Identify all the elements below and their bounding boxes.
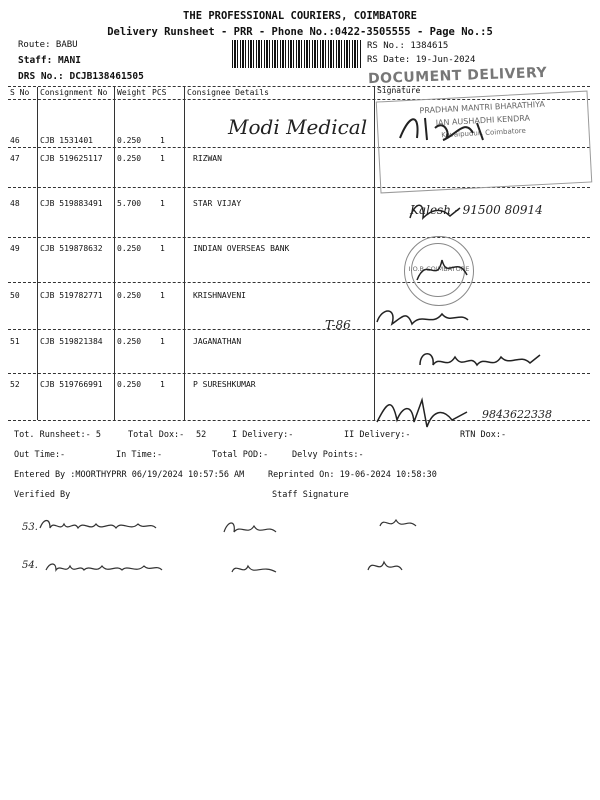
handwritten-note-50: T-86 — [325, 318, 351, 332]
rs-date: RS Date: 19-Jun-2024 — [367, 55, 476, 65]
drs-number: DRS No.: DCJB138461505 — [18, 71, 144, 82]
row-sno: 47 — [10, 154, 20, 163]
out-time-label: Out Time:- — [14, 450, 66, 460]
stamp-line-1: PRADHAN MANTRI BHARATHIYA — [419, 99, 546, 116]
row-consignment: CJB 519821384 — [40, 337, 103, 346]
document-delivery-stamp: DOCUMENT DELIVERY — [367, 64, 548, 88]
stamp-line-3: Kovaipudur, Coimbatore — [441, 126, 527, 140]
delvy-points-label: Delvy Points:- — [292, 450, 364, 460]
row-pcs: 1 — [160, 291, 165, 300]
row-consignment: CJB 519878632 — [40, 244, 103, 253]
company-title: THE PROFESSIONAL COURIERS, COIMBATORE — [183, 10, 417, 22]
col-divider-1 — [37, 87, 38, 420]
entered-by: Entered By :MOORTHYPRR 06/19/2024 10:57:56 AM — [14, 470, 245, 480]
verified-by-label: Verified By — [14, 490, 71, 500]
row-pcs: 1 — [160, 199, 165, 208]
total-dox-label: Total Dox:- — [128, 430, 185, 440]
row-weight: 0.250 — [117, 291, 142, 300]
row-consignment: CJB 519782771 — [40, 291, 103, 300]
handwritten-mark-54b — [230, 560, 280, 580]
row-consignment: CJB 519883491 — [40, 199, 103, 208]
col-pcs: PCS — [152, 88, 167, 97]
rtn-dox-label: RTN Dox:- — [460, 430, 507, 440]
row-sno: 50 — [10, 291, 20, 300]
row-rule — [8, 329, 590, 330]
row-consignment: CJB 1531401 — [40, 136, 93, 145]
row-weight: 0.250 — [117, 154, 142, 163]
row-rule — [8, 282, 590, 283]
handwritten-mark-53c — [378, 514, 418, 534]
row-weight: 5.700 — [117, 199, 142, 208]
row-consignment: CJB 519766991 — [40, 380, 103, 389]
handwritten-name-53 — [38, 516, 158, 536]
row-sno: 46 — [10, 136, 20, 145]
col-divider-3 — [184, 87, 185, 420]
row-pcs: 1 — [160, 244, 165, 253]
handwritten-phone-52: 9843622338 — [482, 408, 552, 421]
row-consignee: STAR VIJAY — [193, 199, 242, 208]
stamp-line-2: JAN AUSHADHI KENDRA — [435, 113, 531, 128]
col-sno: S No — [10, 88, 30, 97]
row-consignee: KRISHNAVENI — [193, 291, 246, 300]
signature-51 — [415, 345, 545, 375]
row-consignee: JAGANATHAN — [193, 337, 242, 346]
total-dox-value: 52 — [196, 430, 207, 440]
handwritten-mark-54: 54. — [22, 560, 38, 571]
handwritten-consignee-46: Modi Medical — [228, 115, 368, 139]
signature-50 — [372, 302, 472, 332]
stamp-text: I.O.B COIMBATORE — [408, 265, 470, 273]
col-signature: Signature — [377, 86, 421, 95]
col-divider-2 — [114, 87, 115, 420]
row-consignee: INDIAN OVERSEAS BANK — [193, 244, 290, 253]
handwritten-mark-54c — [364, 556, 404, 580]
col-consignment: Consignment No — [40, 88, 108, 97]
reprinted-on: Reprinted On: 19-06-2024 10:58:30 — [268, 470, 437, 480]
row-sno: 49 — [10, 244, 20, 253]
signature-48 — [405, 196, 465, 226]
total-pod-label: Total POD:- — [212, 450, 269, 460]
row-pcs: 1 — [160, 136, 165, 145]
row-pcs: 1 — [160, 380, 165, 389]
row-consignee: P SURESHKUMAR — [193, 380, 256, 389]
col-consignee: Consignee Details — [187, 88, 269, 97]
row-sno: 51 — [10, 337, 20, 346]
handwritten-mark-53b — [222, 518, 282, 540]
row-weight: 0.250 — [117, 337, 142, 346]
row-weight: 0.250 — [117, 244, 142, 253]
row-sno: 48 — [10, 199, 20, 208]
route-label: Route: BABU — [18, 40, 78, 50]
row-pcs: 1 — [160, 154, 165, 163]
rs-number: RS No.: 1384615 — [367, 41, 449, 51]
row-weight: 0.250 — [117, 136, 142, 145]
table-top-rule — [8, 86, 590, 87]
runsheet-subtitle: Delivery Runsheet - PRR - Phone No.:0422-3505555 - Page No.:5 — [107, 26, 493, 38]
row-consignee: RIZWAN — [193, 154, 222, 163]
handwritten-name-54 — [44, 558, 164, 578]
handwritten-mark-53: 53. — [22, 522, 38, 533]
row-weight: 0.250 — [117, 380, 142, 389]
i-delivery-label: I Delivery:- — [232, 430, 294, 440]
staff-label: Staff: MANI — [18, 55, 81, 66]
signature-46 — [395, 108, 495, 148]
col-divider-4 — [374, 87, 375, 420]
row-pcs: 1 — [160, 337, 165, 346]
col-weight: Weight — [117, 88, 146, 97]
signature-52 — [372, 392, 472, 432]
table-bottom-rule — [8, 420, 590, 421]
row-rule — [8, 237, 590, 238]
in-time-label: In Time:- — [116, 450, 163, 460]
signature-49 — [412, 250, 472, 290]
row-consignment: CJB 519625117 — [40, 154, 103, 163]
total-runsheet: Tot. Runsheet:- 5 — [14, 430, 101, 440]
handwritten-phone-48: Kalesh - 91500 80914 — [410, 203, 543, 217]
row-sno: 52 — [10, 380, 20, 389]
staff-signature-label: Staff Signature — [272, 490, 349, 500]
row-rule — [8, 187, 590, 188]
barcode — [232, 40, 362, 68]
ii-delivery-label: II Delivery:- — [344, 430, 411, 440]
